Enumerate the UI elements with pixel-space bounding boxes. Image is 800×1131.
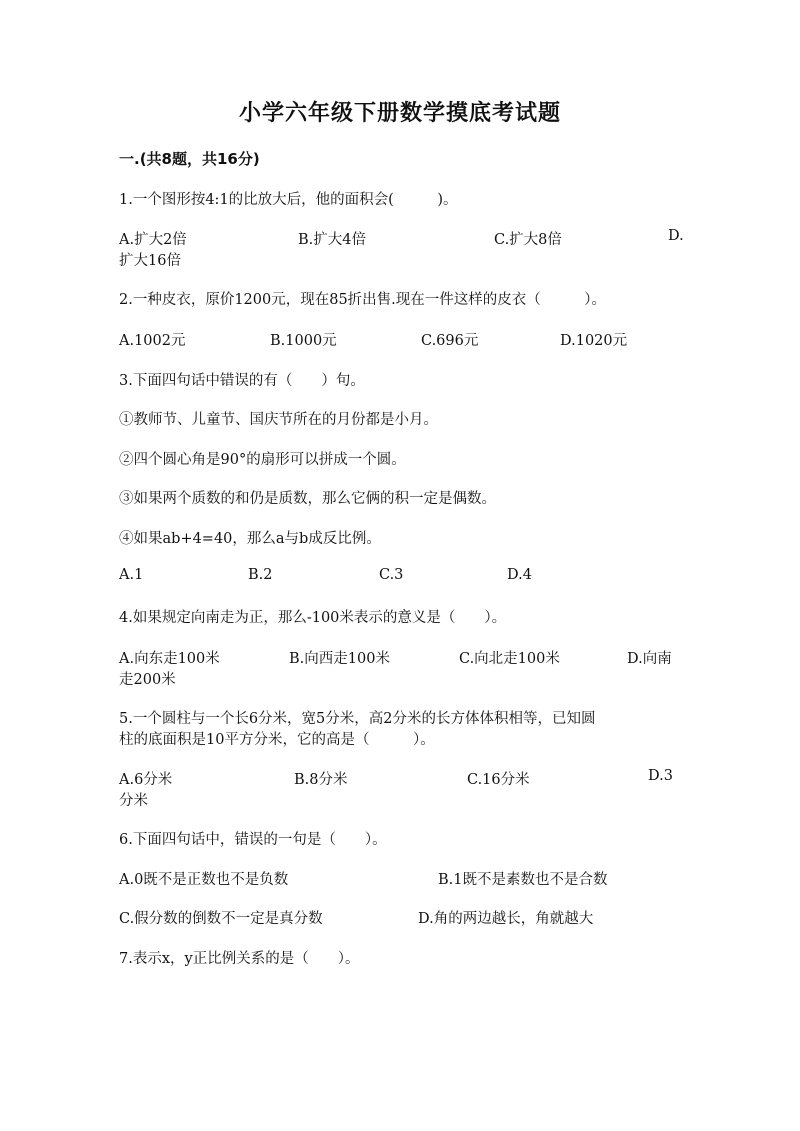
question-1-option-c: C.扩大8倍 [494, 232, 562, 248]
question-3-option-b: B.2 [248, 567, 273, 583]
question-5-stem-line-2: 柱的底面积是10平方分米，它的高是（ ）。 [119, 732, 435, 748]
question-3-statement-3: ③如果两个质数的和仍是质数，那么它俩的积一定是偶数。 [119, 491, 496, 507]
question-7-stem: 7.表示x，y正比例关系的是（ ）。 [119, 951, 360, 967]
question-6-option-d: D.角的两边越长，角就越大 [418, 911, 594, 927]
question-3-option-c: C.3 [379, 567, 404, 583]
question-4-option-d: D.向南 [627, 651, 672, 667]
question-4-option-b: B.向西走100米 [289, 651, 390, 667]
question-6-option-b: B.1既不是素数也不是合数 [438, 872, 608, 888]
question-2-option-d: D.1020元 [560, 333, 628, 349]
question-5-option-d: D.3 [648, 768, 673, 784]
question-4-option-c: C.向北走100米 [459, 651, 560, 667]
question-1-option-b: B.扩大4倍 [298, 232, 366, 248]
question-4-stem: 4.如果规定向南走为正，那么-100米表示的意义是（ ）。 [119, 610, 507, 626]
question-5-option-d-wrap: 分米 [119, 793, 148, 809]
question-4-option-a: A.向东走100米 [119, 651, 220, 667]
question-1-option-a: A.扩大2倍 [119, 232, 187, 248]
question-1-option-d: D. [668, 228, 684, 244]
question-5-option-a: A.6分米 [119, 772, 173, 788]
question-3-statement-2: ②四个圆心角是90°的扇形可以拼成一个圆。 [119, 452, 406, 468]
question-2-option-a: A.1002元 [119, 333, 186, 349]
question-5-option-c: C.16分米 [467, 772, 530, 788]
question-6-option-a: A.0既不是正数也不是负数 [119, 872, 289, 888]
question-2-stem: 2.一种皮衣，原价1200元，现在85折出售.现在一件这样的皮衣（ ）。 [119, 292, 607, 308]
question-3-statement-4: ④如果ab+4=40，那么a与b成反比例。 [119, 531, 381, 547]
question-5-option-b: B.8分米 [294, 772, 348, 788]
page-title: 小学六年级下册数学摸底考试题 [238, 101, 561, 126]
question-3-option-a: A.1 [119, 567, 144, 583]
question-1-stem: 1.一个图形按4:1的比放大后，他的面积会( )。 [119, 192, 458, 208]
question-5-stem: 5.一个圆柱与一个长6分米，宽5分米，高2分米的长方体体积相等，已知圆 [119, 711, 596, 727]
question-6-option-c: C.假分数的倒数不一定是真分数 [119, 911, 323, 927]
question-3-stem: 3.下面四句话中错误的有（ ）句。 [119, 373, 365, 389]
question-4-option-d-wrap: 走200米 [119, 672, 176, 688]
question-2-option-c: C.696元 [421, 333, 479, 349]
question-1-option-d-wrap: 扩大16倍 [119, 253, 181, 269]
question-2-option-b: B.1000元 [270, 333, 337, 349]
question-3-option-d: D.4 [507, 567, 532, 583]
section-heading: 一.(共8题，共16分) [119, 150, 260, 168]
question-3-statement-1: ①教师节、儿童节、国庆节所在的月份都是小月。 [119, 412, 438, 428]
question-6-stem: 6.下面四句话中，错误的一句是（ ）。 [119, 832, 387, 848]
